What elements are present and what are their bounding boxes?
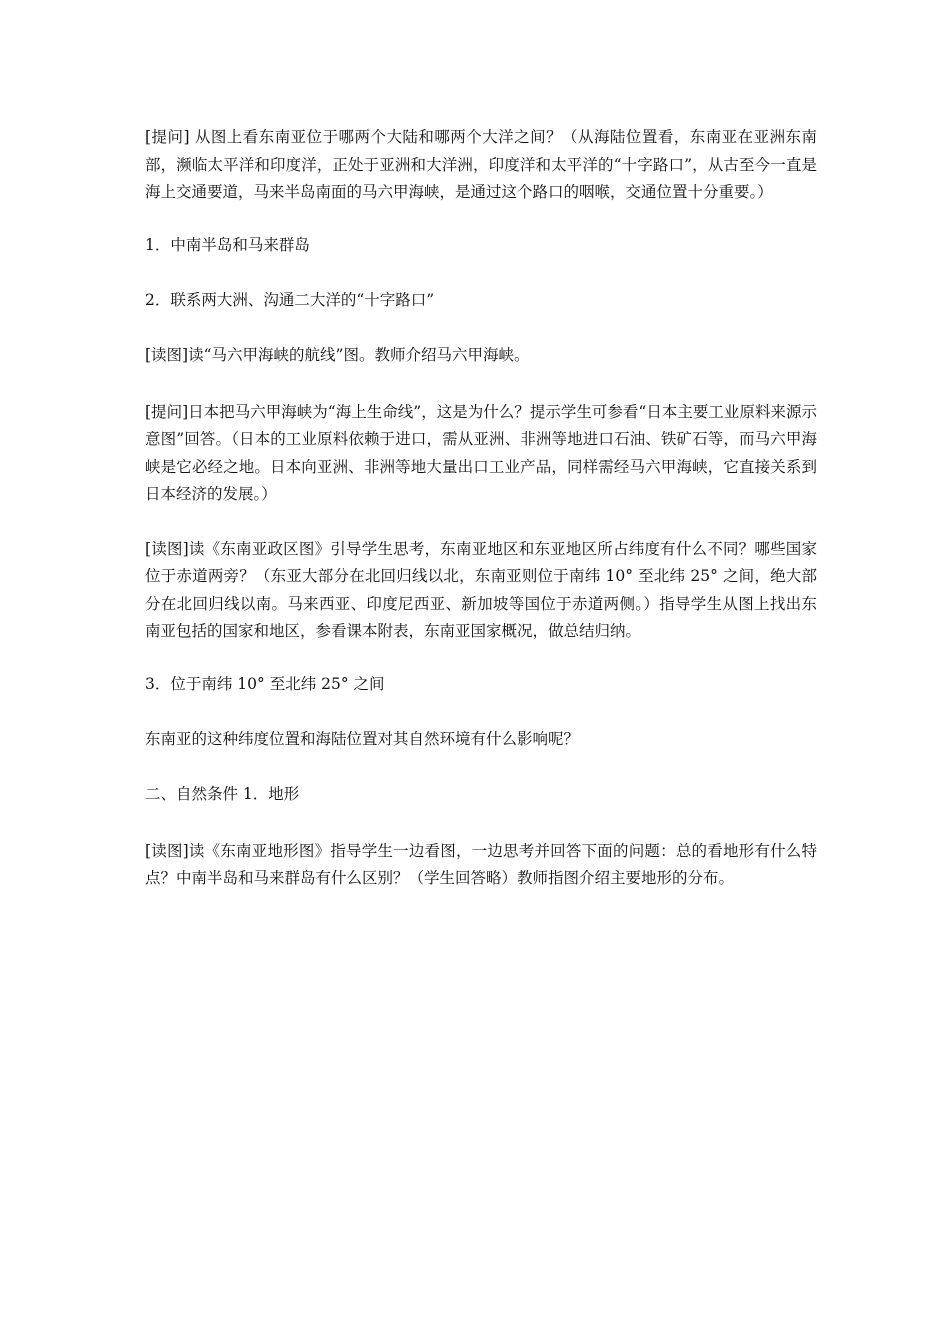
paragraph-transition-question: 东南亚的这种纬度位置和海陆位置对其自然环境有什么影响呢？ bbox=[145, 729, 580, 748]
paragraph-point-2: 2．联系两大洲、沟通二大洋的“十字路口” bbox=[145, 290, 435, 309]
document-page bbox=[145, 124, 817, 920]
paragraph-point-1: 1．中南半岛和马来群岛 bbox=[145, 235, 310, 254]
paragraph-read-map-terrain: [读图]读《东南亚地形图》指导学生一边看图，一边思考并回答下面的问题：总的看地形有什么特点？中南半岛和马来群岛有什么区别？（学生回答略）教师指图介绍主要地形的分布。 bbox=[145, 841, 817, 887]
section-heading-natural-conditions: 二、自然条件 1．地形 bbox=[145, 784, 300, 803]
paragraph-point-3: 3．位于南纬 10° 至北纬 25° 之间 bbox=[145, 674, 385, 693]
paragraph-question-location: [提问] 从图上看东南亚位于哪两个大陆和哪两个大洋之间？（从海陆位置看，东南亚在亚洲东南部，濒临太平洋和印度洋，正处于亚洲和大洋洲，印度洋和太平洋的“十字路口”，从古至今一直是海上交通要道，马来半岛南面的马六甲海峡，是通过这个路口的咽喉，交通位置十分重要。） bbox=[145, 128, 817, 201]
paragraph-question-japan: [提问]日本把马六甲海峡为“海上生命线”，这是为什么？提示学生可参看“日本主要工业原料来源示意图”回答。（日本的工业原料依赖于进口，需从亚洲、非洲等地进口石油、铁矿石等，而马六甲海峡是它必经之地。日本向亚洲、非洲等地大量出口工业产品，同样需经马六甲海峡，它直接关系到日本经济的发展。） bbox=[145, 402, 817, 503]
paragraph-read-map-political: [读图]读《东南亚政区图》引导学生思考，东南亚地区和东亚地区所占纬度有什么不同？哪些国家位于赤道两旁？（东亚大部分在北回归线以北，东南亚则位于南纬 10° 至北纬 25° 之间，绝大部分在北回归线以南。马来西亚、印度尼西亚、新加坡等国位于赤道两侧。）指导学生从图上找出东南亚包括的国家和地区，参看课本附表，东南亚国家概况，做总结归纳。 bbox=[145, 539, 817, 640]
paragraph-read-map-strait: [读图]读“马六甲海峡的航线”图。教师介绍马六甲海峡。 bbox=[145, 345, 530, 364]
